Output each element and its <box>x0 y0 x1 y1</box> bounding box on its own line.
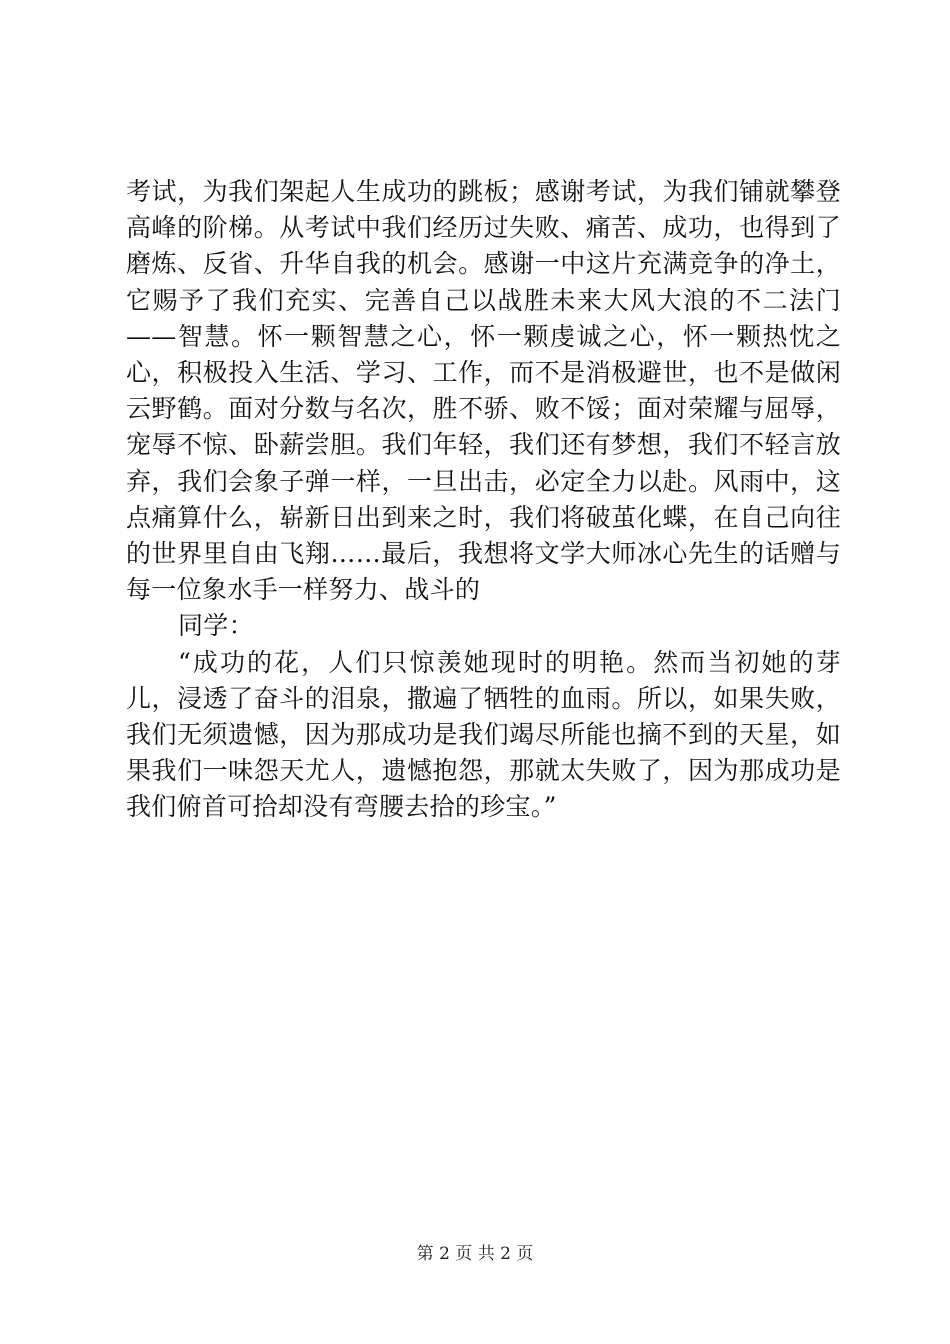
paragraph-gratitude-exam: 考试，为我们架起人生成功的跳板；感谢考试，为我们铺就攀登高峰的阶梯。从考试中我们经历过失败、痛苦、成功，也得到了磨炼、反省、升华自我的机会。感谢一中这片充满竞争的净土，它赐予了我们充实、完善自己以战胜未来大风大浪的不二法门——智慧。怀一颗智慧之心，怀一颗虔诚之心，怀一颗热忱之心，积极投入生活、学习、工作，而不是消极避世，也不是做闲云野鹤。面对分数与名次，胜不骄、败不馁；面对荣耀与屈辱，宠辱不惊、卧薪尝胆。我们年轻，我们还有梦想，我们不轻言放弃，我们会象子弹一样，一旦出击，必定全力以赴。风雨中，这点痛算什么，崭新日出到来之时，我们将破茧化蝶，在自己向往的世界里自由飞翔……最后，我想将文学大师冰心先生的话赠与每一位象水手一样努力、战斗的 <box>126 177 841 605</box>
paragraph-classmates: 同学： <box>178 611 254 641</box>
paragraph-bingxin-quote: “成功的花，人们只惊羡她现时的明艳。然而当初她的芽儿，浸透了奋斗的泪泉，撒遍了牺牲的血雨。所以，如果失败，我们无须遗憾，因为那成功是我们竭尽所能也摘不到的天星，如果我们一味怨天尤人，遗憾抱怨，那就太失败了，因为那成功是我们俯首可拾却没有弯腰去拾的珍宝。” <box>126 647 841 822</box>
document-body <box>126 174 841 826</box>
page-number-footer: 第 2 页 共 2 页 <box>416 1244 534 1264</box>
